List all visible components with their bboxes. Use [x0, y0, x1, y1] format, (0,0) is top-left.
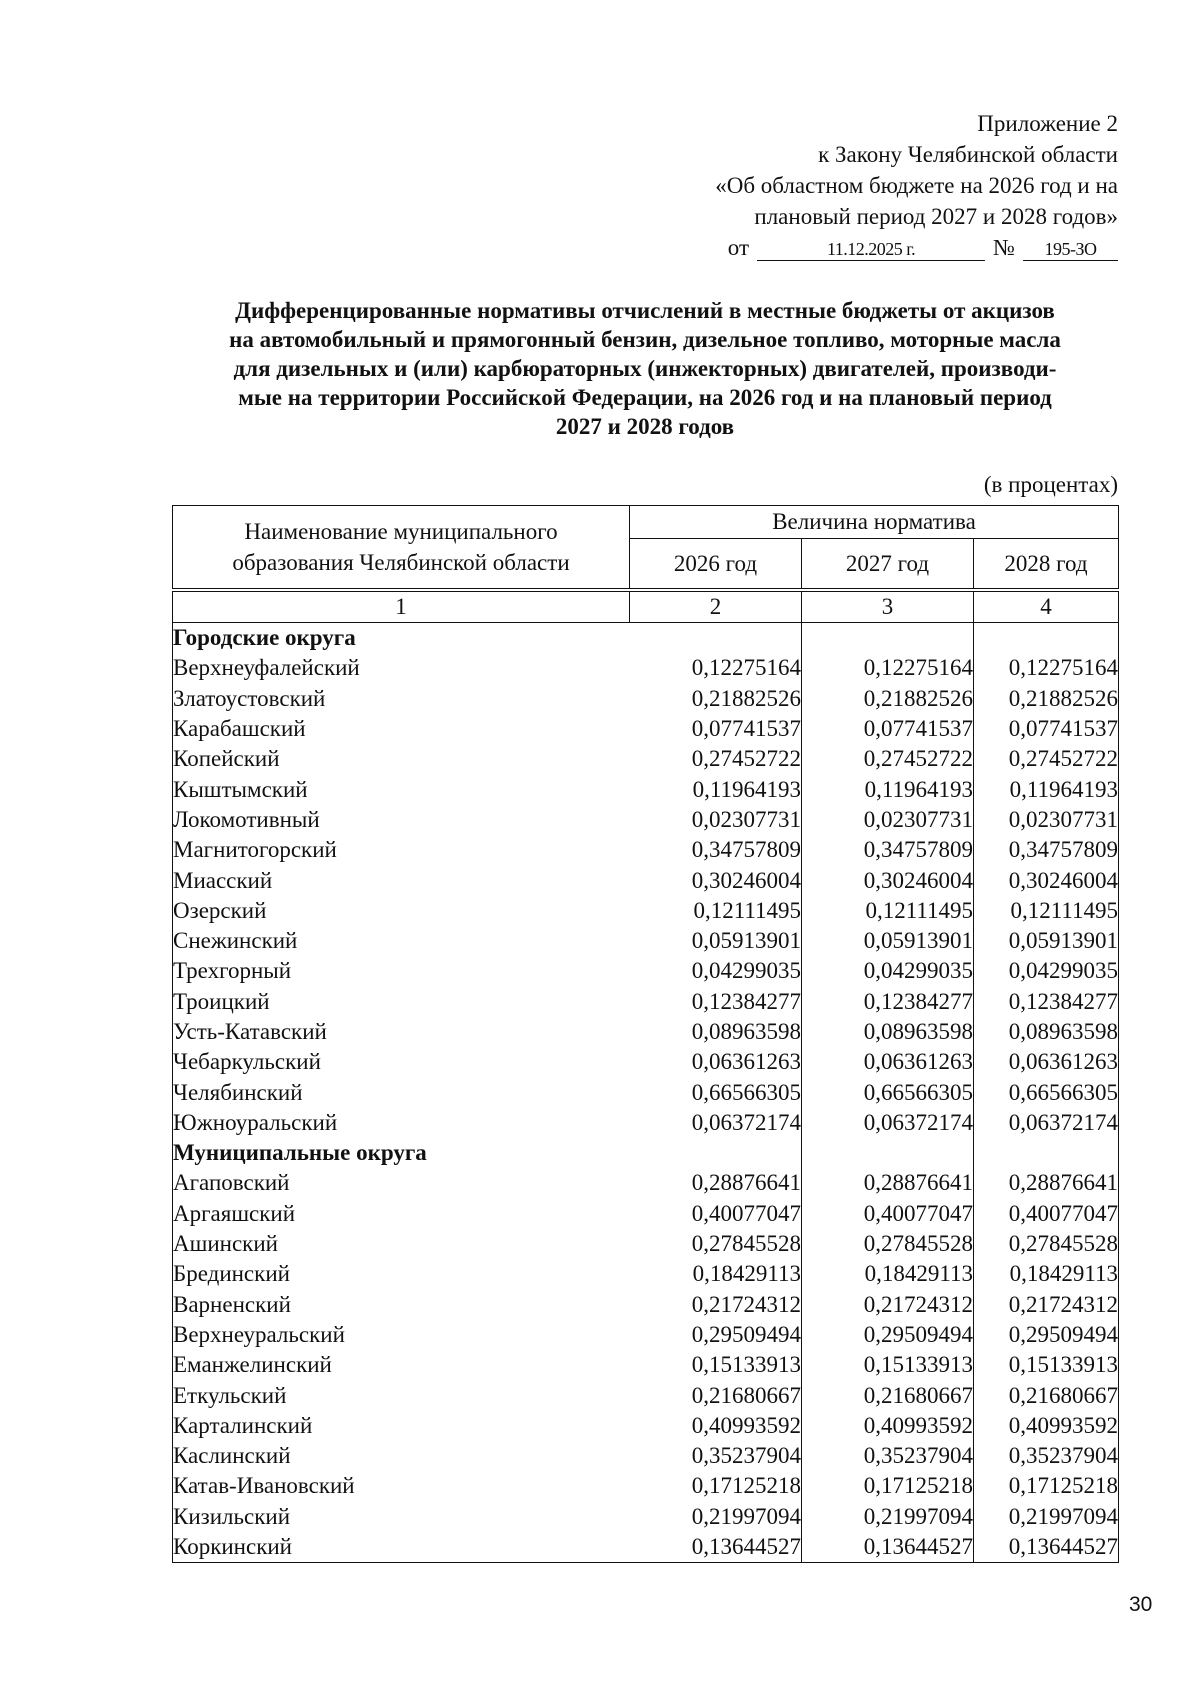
norm-value-2027: 0,13644527: [802, 1532, 974, 1563]
norm-value-2028: 0,06361263: [974, 1047, 1119, 1077]
norm-value-2026: 0,21680667: [630, 1380, 802, 1410]
norm-value-2027: 0,21997094: [802, 1502, 974, 1532]
norm-value-2027: 0,21724312: [802, 1290, 974, 1320]
municipality-name: Снежинский: [173, 926, 630, 956]
norm-value-2028: 0,30246004: [974, 865, 1119, 895]
norm-value-2026: 0,21724312: [630, 1290, 802, 1320]
norm-value-2026: 0,35237904: [630, 1441, 802, 1471]
table-row: [173, 987, 1119, 1017]
norm-value-2026: 0,15133913: [630, 1350, 802, 1380]
norm-value-2027: 0,15133913: [802, 1350, 974, 1380]
norm-value-2027: 0,12111495: [802, 896, 974, 926]
municipality-name: Южноуральский: [173, 1108, 630, 1138]
norm-value-2027: 0,35237904: [802, 1441, 974, 1471]
municipality-name: Копейский: [173, 744, 630, 774]
norm-value-2026: 0,12275164: [630, 653, 802, 683]
norm-value-2028: 0,21680667: [974, 1380, 1119, 1410]
municipality-name: Кыштымский: [173, 774, 630, 804]
table-row: [173, 714, 1119, 744]
title-line-3: для дизельных и (или) карбюраторных (инжекторных) двигателей, производи-: [233, 356, 1057, 381]
table-row: [173, 865, 1119, 895]
municipality-name: Коркинский: [173, 1532, 630, 1563]
norm-value-2026: 0,40993592: [630, 1411, 802, 1441]
section-title: Городские округа: [173, 623, 630, 654]
norm-value-2026: 0,04299035: [630, 956, 802, 986]
page-number: 30: [1129, 1593, 1153, 1616]
norm-value-2026: 0,12384277: [630, 987, 802, 1017]
col-number-2: 2: [630, 590, 802, 623]
col-header-group: Величина норматива: [630, 506, 1119, 539]
table-row: [173, 896, 1119, 926]
table-row: [173, 926, 1119, 956]
title-line-2: на автомобильный и прямогонный бензин, дизельное топливо, моторные масла: [229, 327, 1061, 352]
norm-value-2026: 0,27452722: [630, 744, 802, 774]
norm-value-2028: 0,15133913: [974, 1350, 1119, 1380]
section-empty-cell: [974, 623, 1119, 654]
norm-value-2028: 0,12111495: [974, 896, 1119, 926]
norm-value-2026: 0,21997094: [630, 1502, 802, 1532]
norm-value-2028: 0,02307731: [974, 805, 1119, 835]
norm-value-2027: 0,17125218: [802, 1471, 974, 1501]
norm-value-2028: 0,29509494: [974, 1320, 1119, 1350]
table-row: [173, 1320, 1119, 1350]
law-name-line1: «Об областном бюджете на 2026 год и на: [715, 173, 1118, 198]
table-row: [173, 653, 1119, 683]
norm-value-2027: 0,07741537: [802, 714, 974, 744]
norm-value-2028: 0,05913901: [974, 926, 1119, 956]
norm-value-2028: 0,28876641: [974, 1168, 1119, 1198]
col-number-4: 4: [974, 590, 1119, 623]
municipality-name: Катав-Ивановский: [173, 1471, 630, 1501]
norm-value-2027: 0,66566305: [802, 1077, 974, 1107]
municipality-name: Троицкий: [173, 987, 630, 1017]
table-row: [173, 1411, 1119, 1441]
municipality-name: Локомотивный: [173, 805, 630, 835]
norm-value-2028: 0,12384277: [974, 987, 1119, 1017]
from-label: от: [727, 235, 750, 260]
col-number-1: 1: [173, 590, 630, 623]
norm-value-2026: 0,12111495: [630, 896, 802, 926]
norm-value-2026: 0,66566305: [630, 1077, 802, 1107]
units-note: (в процентах): [983, 472, 1118, 497]
number-label: №: [993, 235, 1015, 260]
municipality-name: Чебаркульский: [173, 1047, 630, 1077]
norm-value-2026: 0,28876641: [630, 1168, 802, 1198]
table-row: [173, 1290, 1119, 1320]
municipality-name: Озерский: [173, 896, 630, 926]
municipality-name: Еманжелинский: [173, 1350, 630, 1380]
norm-value-2027: 0,28876641: [802, 1168, 974, 1198]
table-row: [173, 1471, 1119, 1501]
norm-value-2028: 0,40993592: [974, 1411, 1119, 1441]
table-row: [173, 835, 1119, 865]
municipality-name: Варненский: [173, 1290, 630, 1320]
norm-value-2027: 0,06372174: [802, 1108, 974, 1138]
norm-value-2026: 0,06372174: [630, 1108, 802, 1138]
norm-value-2027: 0,34757809: [802, 835, 974, 865]
law-number: 195-ЗО: [1023, 238, 1118, 261]
title-line-1: Дифференцированные нормативы отчислений в местные бюджеты от акцизов: [235, 298, 1055, 323]
col-header-2028: 2028 год: [974, 539, 1119, 590]
norm-value-2028: 0,04299035: [974, 956, 1119, 986]
norm-value-2027: 0,05913901: [802, 926, 974, 956]
norm-value-2028: 0,34757809: [974, 835, 1119, 865]
table-row: [173, 1047, 1119, 1077]
col-header-2026: 2026 год: [630, 539, 802, 590]
norm-value-2028: 0,12275164: [974, 653, 1119, 683]
norm-value-2026: 0,40077047: [630, 1199, 802, 1229]
col-header-name-line1: Наименование муниципального: [244, 519, 558, 544]
norm-value-2026: 0,30246004: [630, 865, 802, 895]
table-row: [173, 1380, 1119, 1410]
norm-value-2027: 0,02307731: [802, 805, 974, 835]
norm-value-2027: 0,40077047: [802, 1199, 974, 1229]
title-line-4: мые на территории Российской Федерации, на 2026 год и на плановый период: [238, 385, 1052, 410]
table-row: [173, 1017, 1119, 1047]
municipality-name: Брединский: [173, 1259, 630, 1289]
table-row: [173, 1168, 1119, 1198]
table-row: [173, 774, 1119, 804]
norm-value-2026: 0,02307731: [630, 805, 802, 835]
table-row: [173, 956, 1119, 986]
municipality-name: Трехгорный: [173, 956, 630, 986]
norm-value-2026: 0,29509494: [630, 1320, 802, 1350]
norm-value-2027: 0,08963598: [802, 1017, 974, 1047]
norm-value-2028: 0,06372174: [974, 1108, 1119, 1138]
norm-value-2026: 0,06361263: [630, 1047, 802, 1077]
norm-value-2028: 0,27452722: [974, 744, 1119, 774]
norm-value-2026: 0,07741537: [630, 714, 802, 744]
municipality-name: Ашинский: [173, 1229, 630, 1259]
norm-value-2026: 0,27845528: [630, 1229, 802, 1259]
norm-value-2026: 0,17125218: [630, 1471, 802, 1501]
municipality-name: Верхнеуральский: [173, 1320, 630, 1350]
norm-value-2027: 0,11964193: [802, 774, 974, 804]
col-number-3: 3: [802, 590, 974, 623]
norm-value-2028: 0,11964193: [974, 774, 1119, 804]
norm-value-2027: 0,40993592: [802, 1411, 974, 1441]
section-empty-cell: [802, 1138, 974, 1168]
table-row: [173, 1199, 1119, 1229]
table-row: [173, 684, 1119, 714]
municipality-name: Миасский: [173, 865, 630, 895]
section-empty-cell: [630, 623, 802, 654]
norm-value-2026: 0,34757809: [630, 835, 802, 865]
law-name-line2: плановый период 2027 и 2028 годов»: [754, 204, 1118, 229]
municipality-name: Усть-Катавский: [173, 1017, 630, 1047]
col-header-name: [173, 506, 630, 591]
appendix-title: Приложение 2: [977, 111, 1118, 136]
municipality-name: Златоустовский: [173, 684, 630, 714]
norm-value-2028: 0,13644527: [974, 1532, 1119, 1563]
norm-value-2028: 0,17125218: [974, 1471, 1119, 1501]
norm-value-2028: 0,18429113: [974, 1259, 1119, 1289]
table-row: [173, 1532, 1119, 1563]
norm-value-2026: 0,18429113: [630, 1259, 802, 1289]
norm-value-2026: 0,21882526: [630, 684, 802, 714]
norm-value-2027: 0,27845528: [802, 1229, 974, 1259]
table-row: [173, 805, 1119, 835]
norm-value-2028: 0,21997094: [974, 1502, 1119, 1532]
municipality-name: Еткульский: [173, 1380, 630, 1410]
document-title: [170, 296, 1120, 441]
table-row: [173, 1502, 1119, 1532]
norm-value-2027: 0,27452722: [802, 744, 974, 774]
norm-value-2027: 0,12384277: [802, 987, 974, 1017]
table-row: [173, 1229, 1119, 1259]
section-row: [173, 1138, 1119, 1168]
table-row: [173, 1259, 1119, 1289]
table-body: [173, 623, 1119, 1563]
norm-value-2028: 0,40077047: [974, 1199, 1119, 1229]
norm-value-2028: 0,27845528: [974, 1229, 1119, 1259]
municipality-name: Верхнеуфалейский: [173, 653, 630, 683]
section-empty-cell: [630, 1138, 802, 1168]
title-line-5: 2027 и 2028 годов: [555, 414, 735, 439]
norm-value-2028: 0,35237904: [974, 1441, 1119, 1471]
norm-value-2027: 0,21882526: [802, 684, 974, 714]
norm-value-2027: 0,12275164: [802, 653, 974, 683]
municipality-name: Магнитогорский: [173, 835, 630, 865]
norm-value-2027: 0,04299035: [802, 956, 974, 986]
norm-value-2026: 0,13644527: [630, 1532, 802, 1563]
col-header-2027: 2027 год: [802, 539, 974, 590]
norm-value-2026: 0,08963598: [630, 1017, 802, 1047]
norm-value-2028: 0,08963598: [974, 1017, 1119, 1047]
municipality-name: Кизильский: [173, 1502, 630, 1532]
appendix-header: [518, 108, 1118, 263]
municipality-name: Карабашский: [173, 714, 630, 744]
municipality-name: Каслинский: [173, 1441, 630, 1471]
table-row: [173, 1441, 1119, 1471]
norm-value-2027: 0,21680667: [802, 1380, 974, 1410]
norms-table: [172, 505, 1119, 1563]
table-row: [173, 1108, 1119, 1138]
law-date-number: [518, 232, 1118, 263]
norm-value-2027: 0,18429113: [802, 1259, 974, 1289]
norm-value-2028: 0,07741537: [974, 714, 1119, 744]
table-row: [173, 1077, 1119, 1107]
col-header-name-line2: образования Челябинской области: [232, 550, 570, 575]
section-title: Муниципальные округа: [173, 1138, 630, 1168]
norm-value-2028: 0,21882526: [974, 684, 1119, 714]
section-empty-cell: [974, 1138, 1119, 1168]
table-row: [173, 744, 1119, 774]
section-empty-cell: [802, 623, 974, 654]
municipality-name: Челябинский: [173, 1077, 630, 1107]
norm-value-2027: 0,06361263: [802, 1047, 974, 1077]
law-date: 11.12.2025 г.: [757, 238, 985, 261]
municipality-name: Аргаяшский: [173, 1199, 630, 1229]
norm-value-2026: 0,11964193: [630, 774, 802, 804]
norm-value-2028: 0,21724312: [974, 1290, 1119, 1320]
norm-value-2027: 0,30246004: [802, 865, 974, 895]
law-reference: к Закону Челябинской области: [818, 142, 1118, 167]
norm-value-2026: 0,05913901: [630, 926, 802, 956]
section-row: [173, 623, 1119, 654]
municipality-name: Карталинский: [173, 1411, 630, 1441]
table-row: [173, 1350, 1119, 1380]
norm-value-2027: 0,29509494: [802, 1320, 974, 1350]
norm-value-2028: 0,66566305: [974, 1077, 1119, 1107]
municipality-name: Агаповский: [173, 1168, 630, 1198]
